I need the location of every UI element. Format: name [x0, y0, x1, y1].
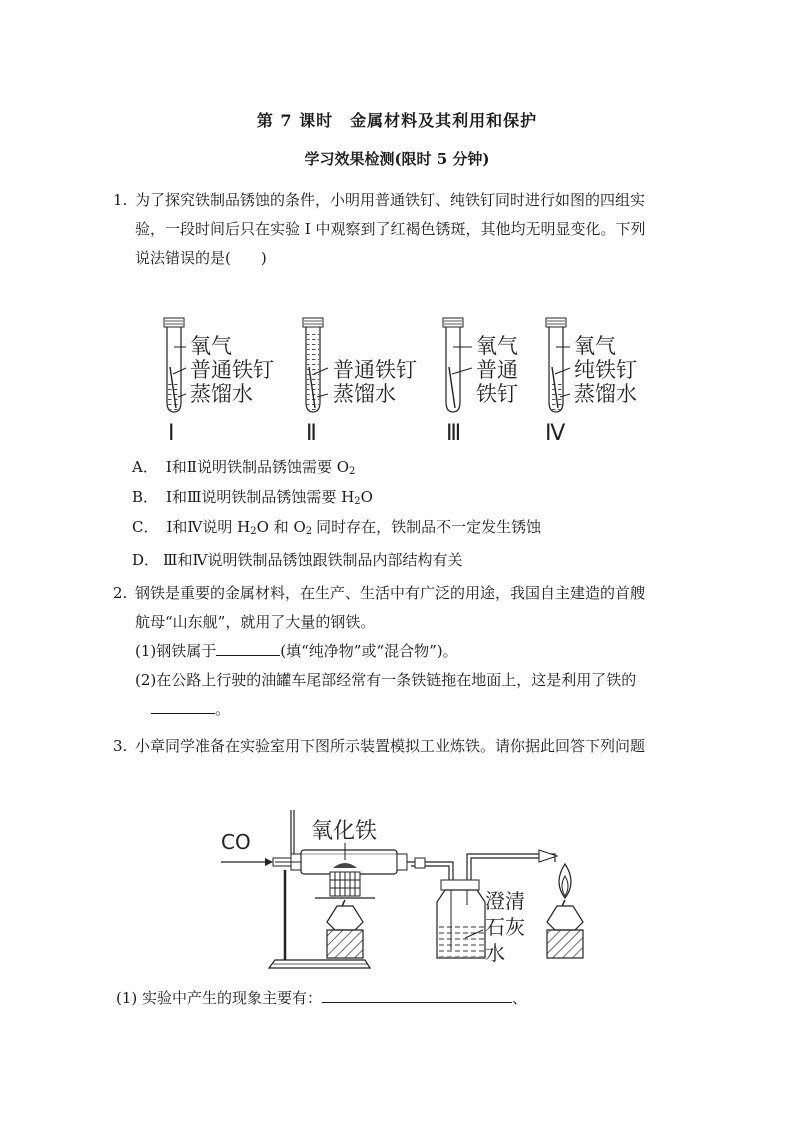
tube-2-label-1: 普通铁钉: [333, 358, 417, 382]
tube-1-numeral: I: [168, 421, 175, 446]
question-1-line-2: 验，一段时间后只在实验 I 中观察到了红褐色锈斑，其他均无明显变化。下列: [135, 220, 646, 238]
limewater-label-3: 水: [485, 941, 505, 965]
question-2-sub-2: (2)在公路上行驶的油罐车尾部经常有一条铁链拖在地面上，这是利用了铁的: [135, 671, 637, 689]
tube-4-numeral: Ⅳ: [545, 421, 566, 446]
tube-4-label-2: 纯铁钉: [574, 358, 637, 382]
limewater-label-2: 石灰: [485, 915, 525, 939]
option-c-text-mid: O 和 O: [256, 518, 306, 536]
question-3-sub-1-end: 、: [512, 989, 528, 1007]
question-3-line-1: 小章同学准备在实验室用下图所示装置模拟工业炼铁。请你据此回答下列问题: [135, 737, 646, 755]
tube-2-label-2: 蒸馏水: [333, 382, 396, 406]
question-1: [113, 186, 713, 273]
tube-4-label-3: 蒸馏水: [574, 382, 637, 406]
answer-blank-2-1[interactable]: [216, 639, 280, 656]
tube-1-label-1: 氧气: [190, 334, 232, 358]
option-c-sub-1: 2: [250, 526, 257, 537]
option-d-text: Ⅲ和Ⅳ说明铁制品锈蚀跟铁制品内部结构有关: [163, 551, 463, 569]
option-b-text-end: O: [360, 488, 373, 506]
tube-3-label-3: 铁钉: [476, 382, 518, 406]
question-2-sub-2-end: 。: [215, 700, 231, 718]
question-2-sub-2-answer: [151, 695, 713, 724]
answer-blank-2-2[interactable]: [151, 697, 215, 714]
tube-1-label-3: 蒸馏水: [190, 382, 253, 406]
question-2: [113, 579, 713, 724]
question-1-number: 1.: [113, 191, 128, 209]
tube-4-label-1: 氧气: [574, 334, 616, 358]
option-a-sub: 2: [349, 466, 356, 477]
question-1-line-3: 说法错误的是( ): [135, 249, 267, 267]
question-1-line-1: 为了探究铁制品锈蚀的条件，小明用普通铁钉、纯铁钉同时进行如图的四组实: [135, 191, 646, 209]
tube-2: [303, 318, 417, 446]
tube-3-label-1: 氧气: [476, 334, 518, 358]
tube-3-label-2: 普通: [476, 358, 518, 382]
option-a-letter: A．: [132, 458, 158, 476]
question-3-sub-1-text: (1) 实验中产生的现象主要有：: [116, 989, 323, 1007]
tube-3-numeral: Ⅲ: [446, 421, 462, 446]
option-c-text: Ⅰ和Ⅳ说明 H: [166, 518, 251, 536]
question-3-sub-1: [116, 984, 736, 1013]
question-3: [113, 732, 733, 761]
option-b-text: Ⅰ和Ⅲ说明铁制品锈蚀需要 H: [166, 488, 355, 506]
option-c-text-end: 同时存在，铁制品不一定发生锈蚀: [316, 518, 542, 536]
option-a-text: Ⅰ和Ⅱ说明铁制品锈蚀需要 O: [165, 458, 350, 476]
question-2-line-2: 航母“山东舰”，就用了大量的钢铁。: [135, 613, 376, 631]
option-b-sub: 2: [354, 496, 361, 507]
ironmaking-apparatus-figure: [215, 810, 605, 975]
question-3-number: 3.: [113, 737, 128, 755]
test-tubes-figure: [150, 312, 670, 447]
question-2-sub-1: [135, 637, 713, 666]
option-c-sub-2: 2: [305, 526, 313, 537]
option-c[interactable]: [132, 517, 541, 542]
question-2-number: 2.: [113, 584, 128, 602]
tube-4: [545, 318, 637, 446]
page-subtitle: 学习效果检测(限时 5 分钟): [304, 150, 490, 168]
co-label: CO: [221, 830, 251, 854]
answer-blank-3-1[interactable]: [322, 986, 512, 1003]
tube-1: [164, 318, 274, 446]
tube-2-numeral: Ⅱ: [306, 421, 317, 446]
question-2-sub-1-text: (1)钢铁属于: [135, 642, 217, 660]
tube-1-label-2: 普通铁钉: [190, 358, 274, 382]
question-2-line-1: 钢铁是重要的金属材料，在生产、生活中有广泛的用途，我国自主建造的首艘: [135, 584, 646, 602]
option-d-letter: D．: [132, 551, 160, 569]
option-b[interactable]: [132, 487, 373, 512]
page-title: 第 7 课时 金属材料及其利用和保护: [256, 111, 538, 130]
limewater-label-1: 澄清: [485, 889, 525, 913]
option-b-letter: B．: [132, 488, 159, 506]
option-c-letter: C．: [132, 518, 159, 536]
option-a[interactable]: [132, 457, 355, 482]
question-2-sub-1-hint: (填“纯净物”或“混合物”)。: [280, 642, 458, 660]
option-d[interactable]: [132, 550, 462, 570]
tube-3: [443, 318, 518, 446]
iron-oxide-label: 氧化铁: [311, 819, 378, 844]
